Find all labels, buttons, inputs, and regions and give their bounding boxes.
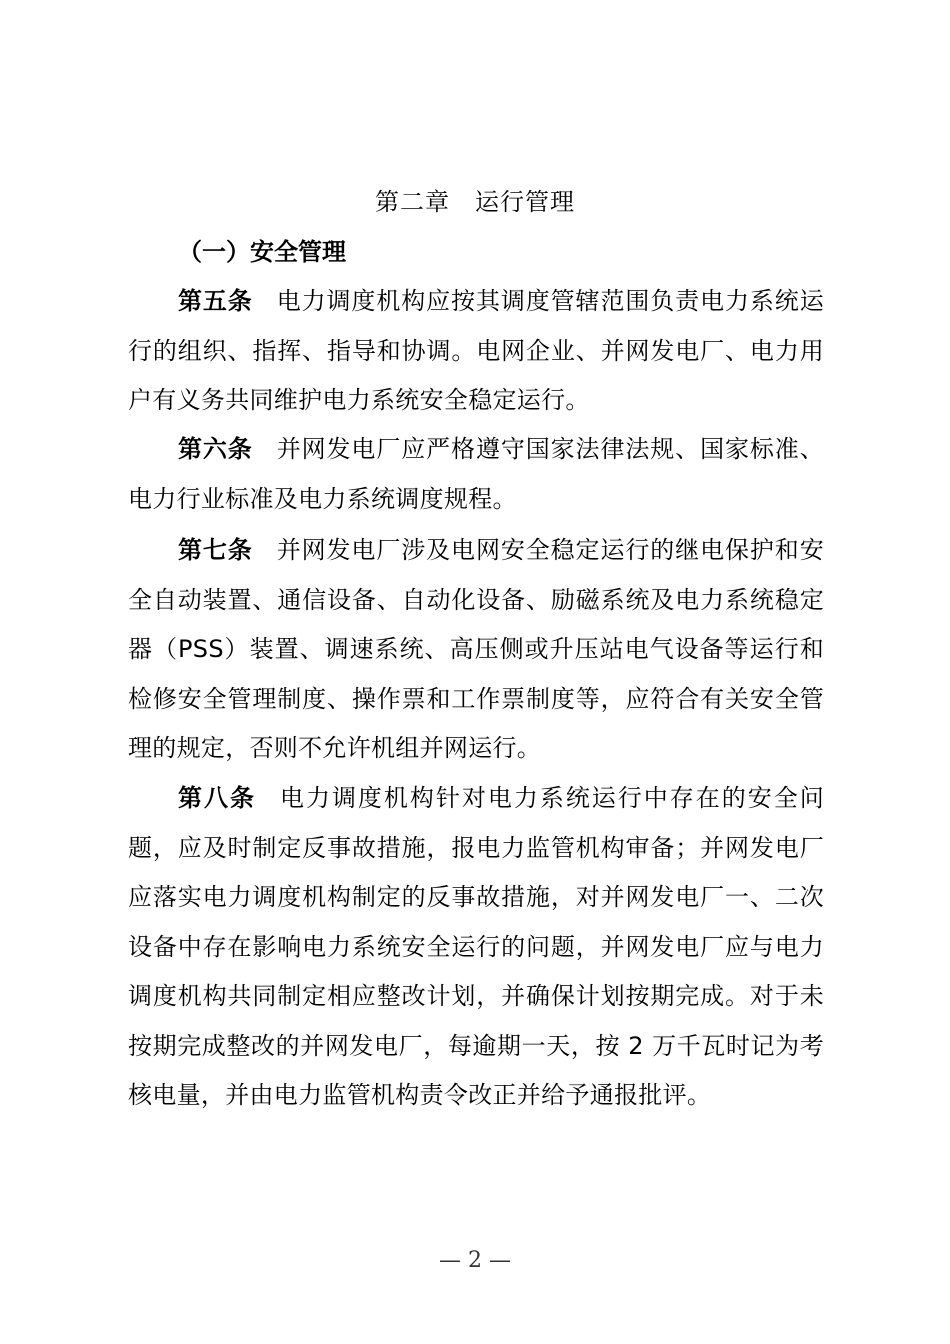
article-text: 电力调度机构应按其调度管辖范围负责电力系统运行的组织、指挥、指导和协调。电网企业、并网发电厂、电力用户有义务共同维护电力系统安全稳定运行。 — [128, 287, 824, 414]
article-label: 第六条 — [178, 435, 253, 463]
page-number: — 2 — — [439, 1248, 511, 1273]
article-text: 并网发电厂涉及电网安全稳定运行的继电保护和安全自动装置、通信设备、自动化设备、励磁系统及电力系统稳定器（PSS）装置、调速系统、高压侧或升压站电气设备等运行和检修安全管理制度、操作票和工作票制度等，应符合有关安全管理的规定，否则不允许机组并网运行。 — [128, 536, 824, 762]
article-label: 第七条 — [178, 536, 253, 564]
article-paragraph — [128, 774, 824, 1121]
article-text: 电力调度机构针对电力系统运行中存在的安全问题，应及时制定反事故措施，报电力监管机构审备；并网发电厂应落实电力调度机构制定的反事故措施，对并网发电厂一、二次设备中存在影响电力系统安全运行的问题，并网发电厂应与电力调度机构共同制定相应整改计划，并确保计划按期完成。对于未按期完成整改的并网发电厂，每逾期一天，按 2 万千瓦时记为考核电量，并由电力监管机构责令改正并给予通报批评。 — [128, 784, 824, 1109]
chapter-title: 第二章 运行管理 — [375, 188, 575, 216]
article-paragraph — [128, 277, 824, 426]
article-text: 并网发电厂应严格遵守国家法律法规、国家标准、电力行业标准及电力系统调度规程。 — [128, 435, 824, 513]
article-paragraph — [128, 425, 824, 524]
article-label: 第五条 — [178, 287, 253, 315]
section-title: （一）安全管理 — [178, 238, 346, 266]
article-paragraph — [128, 526, 824, 774]
article-label: 第八条 — [178, 784, 256, 812]
